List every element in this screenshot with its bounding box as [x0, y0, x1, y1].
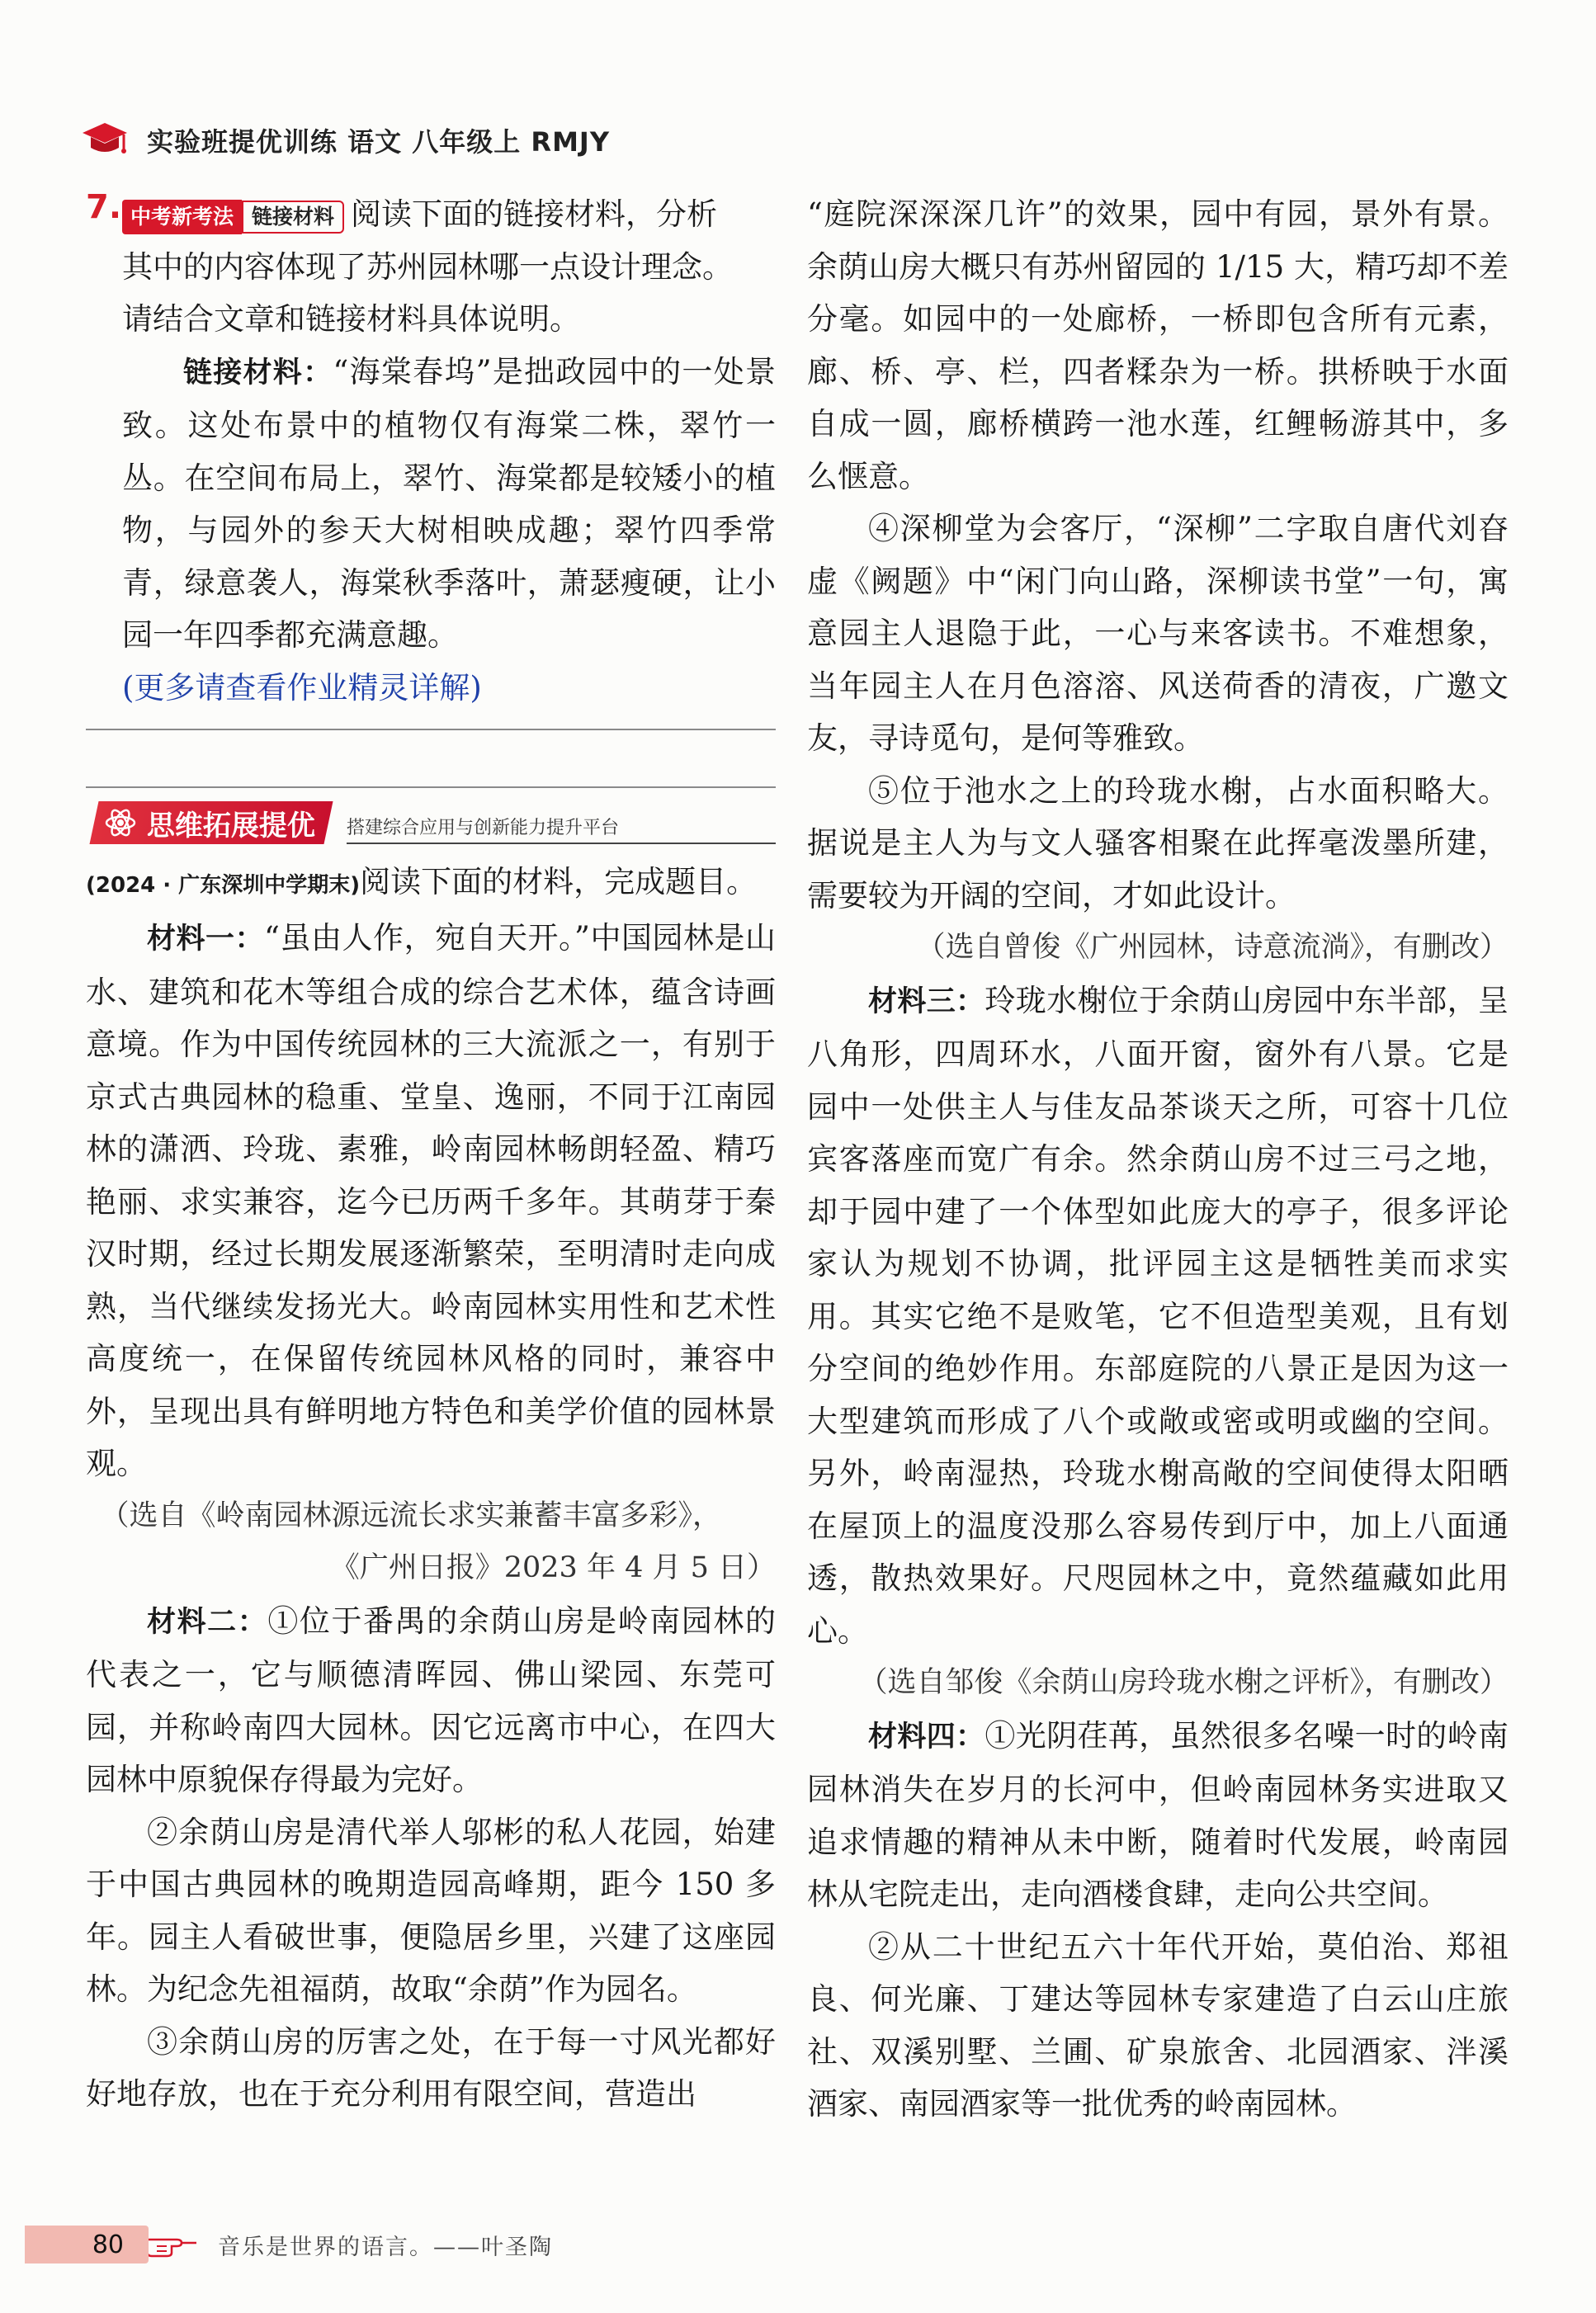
material-1-label: 材料一： [147, 923, 265, 956]
material-4-p1-body: ①光阴荏苒，虽然很多名噪一时的岭南园林消失在岁月的长河中，但岭南园林务实进取又追求情趣的精神从未中断，随着时代发展，岭南园林从宅院走出，走向酒楼食肆，走向公共空间。 [807, 1717, 1509, 1912]
question-7 [86, 188, 776, 714]
page-number: 80 [92, 2230, 124, 2259]
material-1-body: “虽由人作，宛自天开。”中国园林是山水、建筑和花木等组合成的综合艺术体，蕴含诗画意境。作为中国传统园林的三大流派之一，有别于京式古典园林的稳重、堂皇、逸丽，不同于江南园林的潇洒、玲珑、素雅，岭南园林畅朗轻盈、精巧艳丽、求实兼容，迄今已历两千多年。其萌芽于秦汉时期，经过长期发展逐渐繁荣，至明清时走向成熟，当代继续发扬光大。岭南园林实用性和艺术性高度统一，在保留传统园林风格的同时，兼容中外，呈现出具有鲜明地方特色和美学价值的园林景观。 [86, 920, 776, 1481]
book-title: 实验班提优训练 语文 八年级上 RMJY [147, 126, 610, 158]
material-3-label: 材料三： [868, 984, 985, 1018]
material-3 [807, 975, 1509, 1658]
material-3-body: 玲珑水榭位于余荫山房园中东半部，呈八角形，四周环水，八面开窗，窗外有八景。它是园中一处供主人与佳友品茶谈天之所，可容十几位宾客落座而宽广有余。然余荫山房不过三弓之地，却于园中建了一个体型如此庞大的亭子，很多评论家认为规划不协调，批评园主这是牺牲美而求实用。其实它绝不是败笔，它不但造型美观，且有划分空间的绝妙作用。东部庭院的八景正是因为这一大型建筑而形成了八个或敞或密或明或幽的空间。另外，岭南湿热，玲珑水榭高敞的空间使得太阳晒在屋顶上的温度没那么容易传到厅中，加上八面通透，散热效果好。尺咫园林之中，竟然蕴藏如此用心。 [807, 982, 1509, 1649]
material-2-label: 材料二： [147, 1605, 268, 1639]
section-title: 思维拓展提优 [147, 809, 315, 842]
material-2-p5: ⑤位于池水之上的玲珑水榭，占水面积略大。据说是主人为与文人骚客相聚在此挥毫泼墨所建，需要较为开阔的空间，才如此设计。 [807, 772, 1509, 913]
more-details-link[interactable]: (更多请查看作业精灵详解) [122, 669, 482, 706]
material-4-label: 材料四： [868, 1720, 985, 1754]
material-1-citation: （选自《岭南园林源远流长求实兼蓄丰富多彩》， [100, 1499, 722, 1532]
question-line: 其中的内容体现了苏州园林哪一点设计理念。 [122, 248, 733, 285]
section-subtitle: 搭建综合应用与创新能力提升平台 [347, 814, 776, 844]
right-column [807, 188, 1509, 2131]
question-text-line1 [122, 188, 776, 241]
material-4-p2: ②从二十世纪五六十年代开始，莫伯治、郑祖良、何光廉、丁建达等园林专家建造了白云山庄旅社、双溪别墅、兰圃、矿泉旅舍、北园酒家、泮溪酒家、南园酒家等一批优秀的岭南园林。 [807, 1928, 1509, 2122]
material-2-p3: ③余荫山房的厉害之处，在于每一寸风光都好好地存放，也在于充分利用有限空间，营造出 [86, 2023, 776, 2112]
material-1 [86, 912, 776, 1490]
material-2-citation: （选自曾俊《广州园林，诗意流淌》，有删改） [916, 931, 1509, 964]
material-2-p1 [86, 1595, 776, 1806]
link-material [122, 346, 776, 662]
link-material-tag: 链接材料 [242, 201, 344, 234]
material-2-p2: ②余荫山房是清代举人邬彬的私人花园，始建于中国古典园林的晚期造园高峰期，距今 150 多年。园主人看破世事，便隐居乡里，兴建了这座园林。为纪念先祖福荫，故取“余荫”作为园名。 [86, 1814, 776, 2007]
question-line: 请结合文章和链接材料具体说明。 [122, 301, 580, 337]
link-label: 链接材料： [183, 356, 333, 389]
material-2-p4: ④深柳堂为会客厅，“深柳”二字取自唐代刘昚虚《阙题》中“闲门向山路，深柳读书堂”一句，寓意园主人退隐于此，一心与来客读书。不难想象，当年园主人在月色溶溶、风送荷香的清夜，广邀文友，寻诗觅句，是何等雅致。 [807, 511, 1509, 756]
graduation-cap-icon [81, 120, 129, 161]
material-3-citation: （选自邹俊《余荫山房玲珑水榭之评析》，有删改） [858, 1666, 1509, 1699]
material-2-p3-cont: “庭院深深深几许”的效果，园中有园，景外有景。余荫山房大概只有苏州留园的 1/15 大，精巧却不差分毫。如园中的一处廊桥，一桥即包含所有元素，廊、桥、亭、栏，四者糅杂为一桥。拱桥映于水面自成一圆，廊桥横跨一池水莲，红鲤畅游其中，多么惬意。 [807, 196, 1509, 494]
section-title-tag [89, 801, 333, 844]
atom-icon [104, 806, 137, 839]
new-exam-tag: 中考新考法 [122, 200, 242, 234]
section-header [86, 795, 776, 844]
link-body: “海棠春坞”是拙政园中的一处景致。这处布景中的植物仅有海棠二株，翠竹一丛。在空间布局上，翠竹、海棠都是较矮小的植物，与园外的参天大树相映成趣；翠竹四季常青，绿意袭人，海棠秋季落叶，萧瑟瘦硬，让小园一年四季都充满意趣。 [122, 353, 776, 653]
pointing-hand-icon [144, 2228, 201, 2261]
question-line: 阅读下面的链接材料，分析 [351, 196, 718, 232]
question-number: 7. [86, 188, 122, 226]
source-tag: (2024 · 广东深圳中学期末) [86, 872, 361, 898]
left-column [86, 188, 776, 2121]
material-2-p1-body: ①位于番禺的余荫山房是岭南园林的代表之一，它与顺德清晖园、佛山梁园、东莞可园，并称岭南四大园林。因它远离市中心，在四大园林中原貌保存得最为完好。 [86, 1603, 776, 1797]
material-4-p1 [807, 1710, 1509, 1921]
divider [86, 729, 776, 730]
prompt-text: 阅读下面的材料，完成题目。 [360, 863, 758, 899]
page-footer [25, 2220, 553, 2269]
page-header [81, 116, 610, 165]
page-number-tab [25, 2226, 149, 2263]
footer-quote: 音乐是世界的语言。——叶圣陶 [218, 2234, 553, 2260]
divider [86, 786, 776, 788]
material-1-citation-cont: 《广州日报》2023 年 4 月 5 日） [330, 1551, 776, 1584]
reading-prompt [86, 856, 776, 913]
